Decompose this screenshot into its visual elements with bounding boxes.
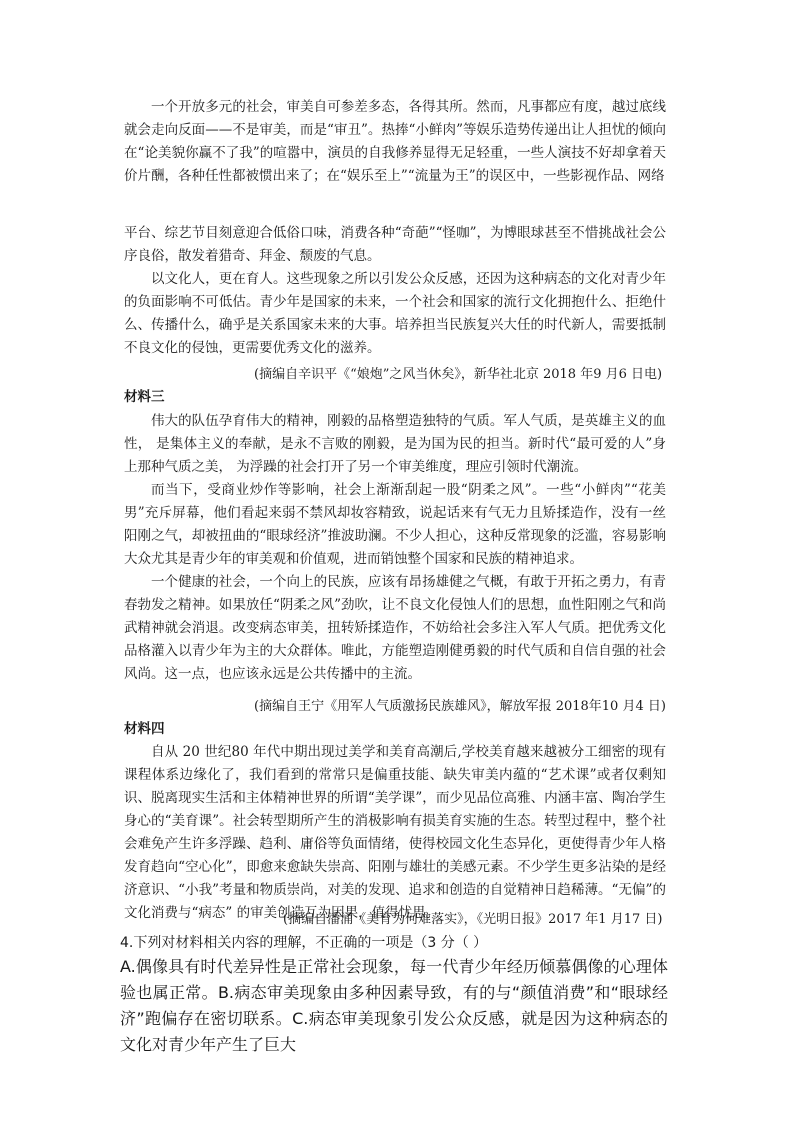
question-4-stem: 4.下列对材料相关内容的理解，不正确的一项是（3 分（ ） [120,935,488,951]
material3-para1: 伟大的队伍孕育伟大的精神，刚毅的品格塑造独特的气质。军人气质，是英雄主义的血性， 是集体主义的奉献，是永不言败的刚毅，是为国为民的担当。新时代“最可爱的人”身上那种气质之美， 为浮躁的社会打开了另一个审美维度，理应引领时代潮流。 [124,413,666,475]
question-4-options: A.偶像具有时代差异性是正常社会现象，每一代青少年经历倾慕偶像的心理体验也属正常。B.病态审美现象由多种因素导致，有的与“颜值消费”和“眼球经济”跑偏存在密切联系。C.病态审美现象引发公众反感，就是因为这种病态的文化对青少年产生了巨大 [120,957,668,1054]
material4-header: 材料四 [124,721,165,737]
material4-para1: 自从 20 世纪80 年代中期出现过美学和美育高潮后,学校美育越来越被分工细密的现有 课程体系边缘化了，我们看到的常常只是偏重技能、缺失审美内蕴的“艺术课”或者仅剩知识、脱离现实生活和主体精神世界的所谓“美学课”，而少见品位高雅、内涵丰富、陶冶学生身心的“美育课”。社会转型期所产生的消极影响有损美育实施的生态。转型过程中，整个社会难免产生许多浮躁、趋利、庸俗等负面情绪，使得校园文化生态异化，更使得青少年人格发育趋向“空心化”，即愈来愈缺失崇高、阳刚与雄壮的美感元素。不少学生更多沾染的是经济意识、“小我”考量和物质崇尚，对美的发现、追求和创造的自觉精神日趋稀薄。“无偏”的文化消费与“病态” 的审美创造互为因果，值得忧思。 [124,744,666,921]
material3-source: (摘编自王宁《用军人气质激扬民族雄风》，解放军报 2018年10 月4 日) [254,699,666,714]
material3-header: 材料三 [124,389,165,405]
material3-para3: 一个健康的社会，一个向上的民族，应该有昂扬雄健之气概，有敢于开拓之勇力，有青春勃发之精神。如果放任“阴柔之风”劲吹，让不良文化侵蚀人们的思想，血性阳刚之气和尚武精神就会消退。改变病态审美，扭转矫揉造作，不妨给社会多注入军人气质。把优秀文化品格灌入以青少年为主的大众群体。唯此，方能塑造刚健勇毅的时代气质和自信自强的社会风尚。这一点，也应该永远是公共传播中的主流。 [124,574,666,682]
material2-para1 [124,96,666,188]
material4-body [124,741,666,925]
material4-source: (摘编自潘涌《美育为何难落实》，《光明日报》2017 年1 月17 日) [283,912,663,927]
material3-body [124,410,666,686]
material2-para1-continued: 平台、综艺节目刻意迎合低俗口味，消费各种“奇葩”“怪咖”，为博眼球甚至不惜挑战社会公序良俗，散发着猎奇、拜金、颓废的气息。 [124,225,666,264]
material2-para1-first: 一个开放多元的社会，审美自可参差多态，各得其所。然而，凡事都应有度，越过底线就会走向反面——不是审美，而是“审丑”。热捧“小鲜肉”等娱乐造势传递出让人担忧的倾向在“论美貌你赢不了我”的喧嚣中，演员的自我修养显得无足轻重，一些人演技不好却拿着天价片酬，各种任性都被惯出来了；在“娱乐至上”“流量为王”的误区中，一些影视作品、网络 [124,99,666,184]
material2-source: (摘编自辛识平《“娘炮”之风当休矣》，新华社北京 2018 年9 月6 日电) [254,367,663,382]
question-4 [120,932,668,1058]
material2-para2: 以文化人，更在育人。这些现象之所以引发公众反感，还因为这种病态的文化对青少年的负面影响不可低估。青少年是国家的未来，一个社会和国家的流行文化拥抱什么、拒绝什么、传播什么，确乎是关系国家未来的大事。培养担当民族复兴大任的时代新人，需要抵制不良文化的侵蚀，更需要优秀文化的滋养。 [124,271,666,356]
material3-para2: 而当下，受商业炒作等影响，社会上渐渐刮起一股“阴柔之风”。一些“小鲜肉”“花美男”充斥屏幕，他们看起来弱不禁风却妆容精致，说起话来有气无力且矫揉造作，没有一丝阳刚之气，却被扭曲的“眼球经济”推波助澜。不少人担心，这种反常现象的泛滥，容易影响大众尤其是青少年的审美观和价值观，进而销蚀整个国家和民族的精神追求。 [124,482,666,567]
material2-body [124,222,666,360]
